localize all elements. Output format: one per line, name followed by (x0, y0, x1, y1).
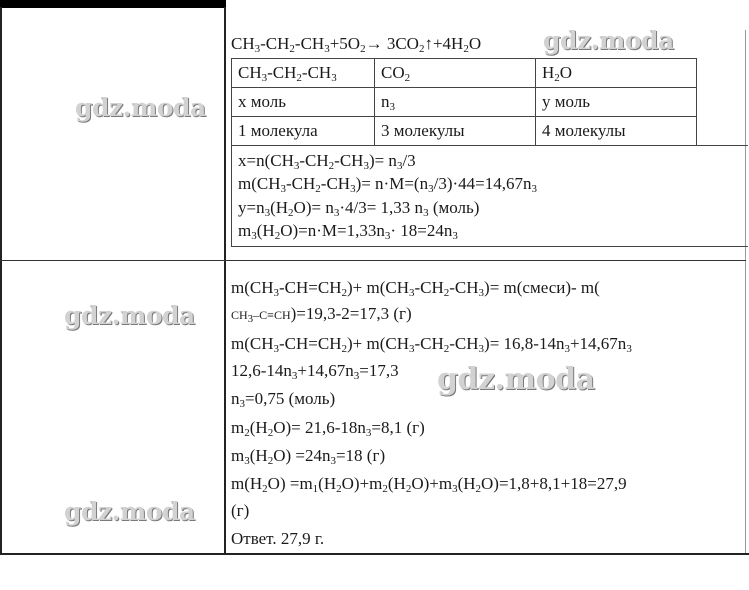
solution-line: $n_3=0,75$ (моль) (231, 389, 336, 410)
solution-line: $CH_3-C\equiv CH)=19,3-2=17,3$ (г) (231, 304, 412, 325)
calc-line: $x=n(CH_3-CH_2-CH_3)= n_3/3$ (238, 151, 416, 172)
frame-column-divider (224, 7, 226, 555)
watermark: gdz.moda (437, 362, 595, 397)
reaction-equation: $CH_3-CH_2-CH_3+5O_2\to$ $3CO_2↑+4H_2O$ (231, 34, 482, 55)
solution-line: (г) (231, 501, 250, 520)
table-cell: $CH_3-CH_2-CH_3$ (232, 59, 375, 88)
frame-bottom-border (0, 553, 749, 555)
watermark: gdz.moda (64, 497, 195, 526)
frame-left-border (0, 7, 2, 555)
solution-line: $12,6-14n_3+14,67n_3=17,3$ (231, 361, 399, 382)
watermark: gdz.moda (75, 93, 206, 122)
table-cell: $n_3$ (375, 88, 536, 117)
table-cell: 3 молекулы (375, 117, 536, 146)
calc-line: $m(CH_3-CH_2-CH_3)= n\cdot M=(n_3/3)\cdot 44=14,67n_3$ (238, 174, 537, 195)
solution-line: $m(H_2O) =m_1(H_2O)+m_2(H_2O)+m_3(H_2O)=1,8+8,1+18=27,9$ (231, 474, 627, 495)
table-cell: 4 молекулы (536, 117, 697, 146)
propyne-formula: $CH_3-C\equiv CH$ (231, 308, 291, 325)
table-row (232, 59, 697, 88)
calc-line: $y=n_3(H_2O)= n_3\cdot 4/3= 1,33$ $n_3$ (моль) (238, 198, 480, 219)
solution-line: $m(CH_3-CH=CH_2)+ m(CH_3-CH_2-CH_3)=$ m(смеси)- m( (231, 278, 600, 299)
table-cell: 1 молекула (232, 117, 375, 146)
solution-line: $m(CH_3-CH=CH_2)+ m(CH_3-CH_2-CH_3)= 16,8-14n_3+14,67n_3$ (231, 334, 632, 355)
watermark: gdz.moda (543, 26, 674, 55)
row-divider (0, 260, 746, 261)
calc-line: $m_3(H_2O)=n\cdot M=1,33n_3\cdot 18=24n_3$ (238, 221, 458, 242)
table-cell: х моль (232, 88, 375, 117)
answer-line: Ответ. 27,9 г. (231, 529, 325, 548)
table-cell: $H_2O$ (536, 59, 697, 88)
top-black-bar (0, 0, 226, 8)
solution-line: $m_2(H_2O)= 21,6-18n_3=8,1$ (г) (231, 418, 425, 439)
stoichiometry-table (231, 58, 697, 146)
table-row (232, 88, 697, 117)
table-cell: $CO_2$ (375, 59, 536, 88)
watermark: gdz.moda (64, 301, 195, 330)
frame-right-border (745, 30, 746, 555)
table-row (232, 117, 697, 146)
table-cell: у моль (536, 88, 697, 117)
solution-line: $m_3(H_2O) =24n_3=18$ (г) (231, 446, 386, 467)
